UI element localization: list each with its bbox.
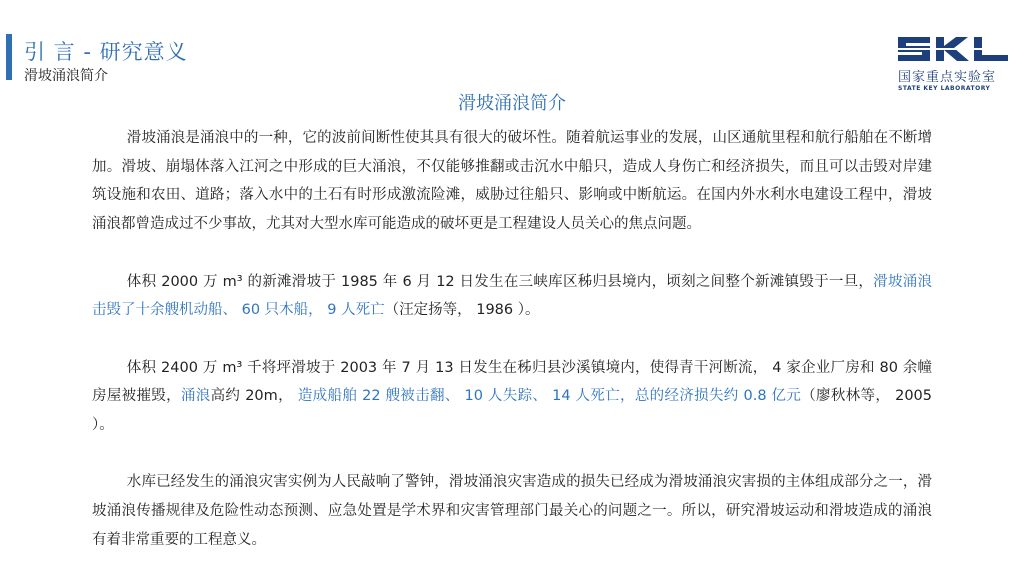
paragraph-xintan [92, 268, 932, 325]
qjp-citation: （廖秋林等， 2005 ）。 [92, 388, 932, 433]
skl-logo [896, 34, 1014, 96]
skl-logo-mark [896, 34, 1010, 64]
section-title: 滑坡涌浪简介 [458, 93, 566, 114]
paragraph-qianjiangping [92, 354, 932, 440]
qjp-highlight-wave: 涌浪 [180, 388, 211, 405]
paragraph-intro: 滑坡涌浪是涌浪中的一种，它的波前间断性使其具有很大的破坏性。随着航运事业的发展，山区通航里程和航行船舶在不断增加。滑坡、崩塌体落入江河之中形成的巨大涌浪，不仅能够推翻或击沉水中船只，造成人身伤亡和经济损失，而且可以击毁对岸建筑设施和农田、道路；落入水中的土石有时形成激流险滩，威胁过往船只、影响或中断航运。在国内外水利水电建设工程中，滑坡涌浪都曾造成过不少事故，尤其对大型水库可能造成的破坏更是工程建设人员关心的焦点问题。 [92, 130, 932, 233]
header-accent-bar [6, 34, 12, 80]
qjp-highlight-losses: 造成船舶 22 艘被击翻、 10 人失踪、 14 人死亡，总的经济损失约 0.8 亿元 [297, 388, 802, 405]
paragraph-significance: 水库已经发生的涌浪灾害实例为人民敲响了警钟，滑坡涌浪灾害造成的损失已经成为滑坡涌浪灾害损的主体组成部分之一，滑坡涌浪传播规律及危险性动态预测、应急处置是学术界和灾害管理部门最关心的问题之一。所以，研究滑坡运动和滑坡造成的涌浪有着非常重要的工程意义。 [92, 474, 932, 548]
xintan-highlight: 滑坡涌浪击毁了十余艘机动船、 60 只木船， 9 人死亡 [92, 273, 932, 319]
qjp-text: 体积 2400 万 m³ 千将坪滑坡于 2003 年 7 月 13 日发生在秭归县沙溪镇境内，使得青干河断流， 4 家企业厂房和 80 余幢房屋被摧毁， [92, 359, 932, 405]
xintan-citation: （汪定扬等， 1986 ）。 [384, 302, 540, 319]
qjp-wave-height: 高约 20m， [210, 388, 298, 405]
header-subtitle: 滑坡涌浪简介 [24, 68, 108, 84]
logo-chinese-text: 国家重点实验室 [898, 70, 997, 85]
body-text [92, 124, 932, 555]
logo-english-text: STATE KEY LABORATORY [898, 85, 991, 92]
header-title: 引 言 - 研究意义 [24, 40, 188, 64]
xintan-text: 体积 2000 万 m³ 的新滩滑坡于 1985 年 6 月 12 日发生在三峡库区秭归县境内，顷刻之间整个新滩镇毁于一旦， [126, 273, 874, 290]
